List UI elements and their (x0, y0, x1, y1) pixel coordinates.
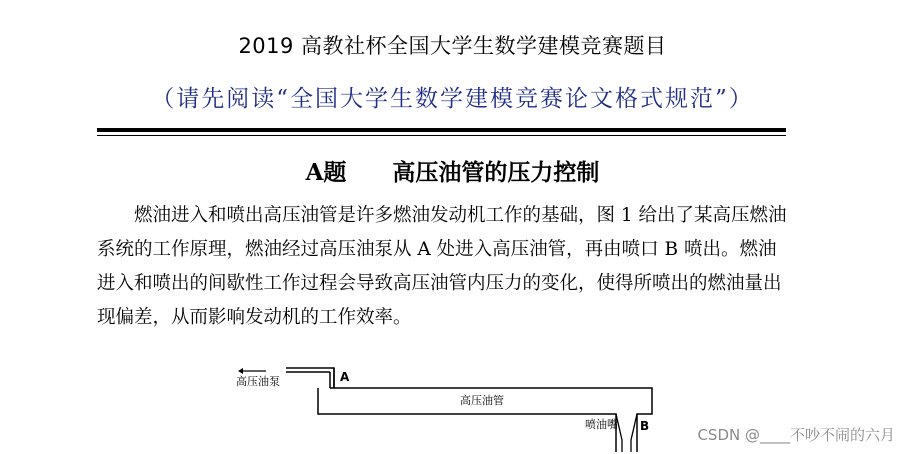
inlet-arrow-icon (238, 368, 266, 374)
inlet-label: A (340, 370, 350, 384)
format-notice: （请先阅读“全国大学生数学建模竞赛论文格式规范”） (151, 86, 754, 112)
body-paragraph: 燃油进入和喷出高压油管是许多燃油发动机工作的基础，图 1 给出了某高压燃油系统的工作原理，燃油经过高压油泵从 A 处进入高压油管，再由喷口 B 喷出。燃油进入和喷出的间歇性工作过程会导致高压油管内压力的变化，使得所喷出的燃油量出现偏差，从而影响发动机的工作效率。 (97, 205, 787, 328)
competition-title: 2019 高教社杯全国大学生数学建模竞赛题目 (238, 34, 667, 58)
pipe-label: 高压油管 (460, 394, 504, 407)
nozzle-outline (616, 414, 637, 452)
pump-label: 高压油泵 (236, 375, 280, 388)
problem-name: 高压油管的压力控制 (392, 159, 600, 186)
nozzle-label: 喷油嘴 (585, 418, 618, 431)
outlet-label: B (640, 419, 650, 433)
csdn-watermark: CSDN @____不吵不闹的六月 (697, 426, 895, 444)
problem-label: A题 (305, 159, 347, 186)
